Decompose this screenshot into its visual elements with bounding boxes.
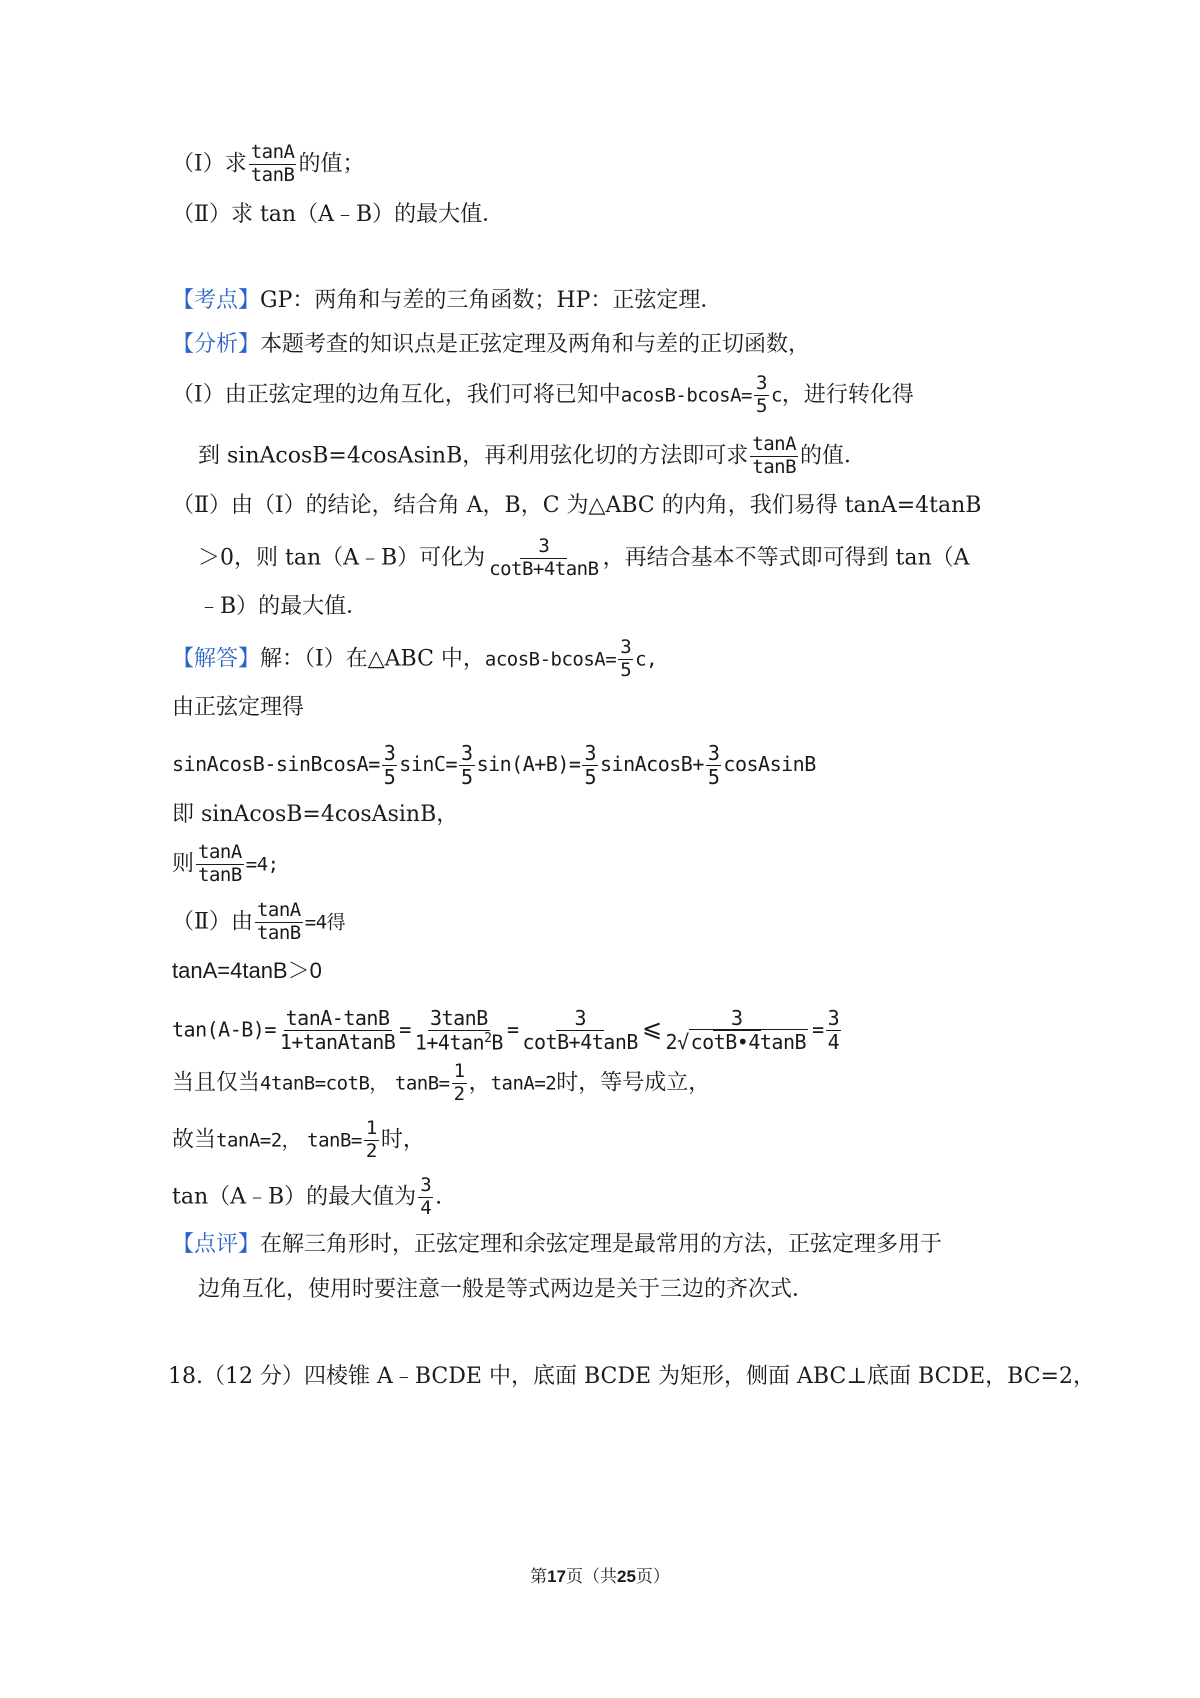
fraction-denominator: 5 [620,658,632,681]
fraction [364,1119,379,1162]
footer-text: 页） [635,1567,670,1587]
fraction [278,1008,397,1053]
fraction [249,143,297,186]
fraction [459,743,475,788]
denominator-text: 1+4tan [414,1030,485,1055]
fraction-numerator: 3 [827,1006,840,1031]
fraction-numerator: 3 [584,741,596,765]
kaodian-text: GP：两角和与差的三角函数；HP：正弦定理． [260,288,723,313]
page-footer [0,1562,1200,1587]
fx2-text: ＞0，则 tan（A﹣B）可化为 [198,545,486,571]
dianping-line2: 边角互化，使用时要注意一般是等式两边是关于三边的齐次式． [198,1277,815,1302]
fraction-denominator [664,1031,811,1053]
fraction-numerator: 3 [713,1008,761,1031]
fx1-suffix-2: 的值． [800,443,867,469]
radicand: cotB•4tanB [690,1030,807,1055]
fraction [382,743,398,788]
fraction-denominator: tanB [752,455,797,478]
fraction-denominator: 5 [755,394,767,417]
fraction-numerator: 3 [707,741,720,765]
fraction-numerator: 1 [365,1117,377,1139]
fraction-numerator: tanA-tanB [285,1006,390,1031]
p2-prefix: （Ⅱ）由 [172,909,253,935]
dangqie-math: tanA=2 [490,1072,557,1095]
final-prefix: tan（A﹣B）的最大值为 [172,1184,417,1210]
fraction-denominator: 4 [827,1030,840,1055]
dangqie-comma: ， [468,1070,491,1096]
part2-solution-line [172,901,345,944]
fenxi-text: 本题考查的知识点是正弦定理及两角和与差的正切函数， [260,332,811,357]
dianping-tag: 【点评】 [172,1232,261,1257]
le-sign: ⩽ [641,1014,662,1043]
fraction-denominator: 5 [584,765,596,789]
dangqie-suffix: 时，等号成立， [556,1070,711,1096]
fraction-denominator [413,1031,505,1054]
q1-suffix: 的值； [298,151,365,177]
dangqie-line [172,1062,710,1105]
jieda-text: 解：（Ⅰ）在△ABC 中， [260,646,485,672]
gudang-line [172,1119,425,1162]
eq1-part: sin(A+B)= [476,752,581,776]
fraction-denominator: 5 [383,765,396,789]
ji-line: 即 sinAcosB=4cosAsinB， [172,802,459,827]
fraction [618,638,633,681]
fraction [196,843,244,886]
eq1-part: sinAcosB+ [599,752,704,776]
fraction [487,537,600,580]
kaodian-tag: 【考点】 [172,288,261,313]
fx1-suffix: ，进行转化得 [781,382,914,408]
eq1-part: cosAsinB [723,752,816,776]
fraction-denominator: 5 [461,765,473,789]
fraction [582,743,598,788]
fraction [452,1062,467,1105]
fraction-numerator: 3tanB [430,1006,488,1030]
dangqie-math: tanB= [394,1072,450,1095]
dangqie-math: 4tanB=cotB， [260,1072,388,1095]
fenxi-part2-line3: ﹣B）的最大值． [198,594,369,619]
jieda-equation: acosB-bcosA= [484,648,617,671]
equation-1 [172,743,816,788]
dianping-line1 [172,1230,942,1260]
sqrt-icon: √ [677,1030,689,1055]
fraction-numerator: 3 [620,636,632,658]
fraction-denominator: 1+tanAtanB [279,1030,396,1055]
question-part-1 [172,143,364,186]
fraction-denominator: 5 [707,765,720,789]
fraction [521,1008,640,1053]
fx1-text-2: 到 sinAcosB=4cosAsinB，再利用弦化切的方法即可求 [198,443,749,469]
p2-suffix: =4得 [304,911,346,934]
fraction-denominator: tanB [250,163,295,186]
page-number: 17 [547,1567,566,1586]
fx1-equation: acosB-bcosA= [620,384,752,407]
gudang-prefix: 故当 [172,1127,217,1153]
fraction-denominator: 2 [453,1082,465,1105]
final-suffix: . [435,1184,443,1210]
gudang-suffix: 时， [380,1127,425,1153]
fraction-denominator: cotB+4tanB [489,557,599,580]
fenxi-part1-line2 [198,435,866,478]
fx1-text: （Ⅰ）由正弦定理的边角互化，我们可将已知中 [172,382,621,408]
fraction [706,743,722,788]
final-answer-line [172,1176,442,1219]
fx1-variable: c [770,384,782,407]
fraction-denominator: tanB [198,863,242,886]
fraction-numerator: 3 [420,1174,432,1196]
fx2-suffix: ，再结合基本不等式即可得到 tan（A [602,545,970,571]
footer-text: 页（共 [566,1567,617,1587]
fraction [750,435,798,478]
fenxi-tag: 【分析】 [172,332,261,357]
exponent: 2 [484,1031,492,1046]
tana-line: tanA=4tanB＞0 [172,958,322,983]
fenxi-part2-line1: （Ⅱ）由（Ⅰ）的结论，结合角 A，B，C 为△ABC 的内角，我们易得 tanA=4tanB [172,493,982,518]
gudang-math: tanB= [307,1129,362,1152]
fraction-denominator: 2 [365,1139,377,1162]
page-total: 25 [617,1567,636,1586]
denominator-text: B [491,1030,503,1055]
footer-text: 第 [530,1567,548,1587]
coefficient: 2 [665,1030,678,1055]
fraction-numerator: tanA [256,899,301,921]
fraction [664,1008,811,1053]
jieda-tag: 【解答】 [172,646,261,672]
jieda-suffix: c, [635,648,658,671]
zhengxian-line: 由正弦定理得 [172,695,305,720]
fraction-numerator: 1 [453,1060,465,1082]
fenxi-part1-line1 [172,374,914,417]
question-part-2: （Ⅱ）求 tan（A﹣B）的最大值． [172,202,505,227]
dianping-text: 在解三角形时，正弦定理和余弦定理是最常用的方法，正弦定理多用于 [260,1232,943,1257]
fraction [255,901,303,944]
fraction [418,1176,433,1219]
eq1-part: sinAcosB-sinBcosA= [172,752,380,776]
fraction-denominator: 4 [420,1196,432,1219]
fraction [826,1008,842,1053]
gudang-math: tanA=2， [216,1129,301,1152]
kaodian-line [172,286,722,316]
fraction-numerator: tanA [752,433,797,455]
fraction-numerator: 3 [556,1008,604,1031]
ze-prefix: 则 [172,851,195,877]
fraction [754,374,769,417]
fraction-numerator: tanA [198,841,242,863]
fenxi-line [172,330,810,360]
fraction-numerator: 3 [755,372,767,394]
eq2-lhs: tan(A-B)= [172,1017,276,1042]
ze-suffix: =4; [245,853,279,876]
q1-prefix: （Ⅰ）求 [172,151,247,177]
ze-line [172,843,279,886]
dangqie-prefix: 当且仅当 [172,1070,261,1096]
fraction [413,1008,505,1054]
fenxi-part2-line2 [198,537,970,580]
fraction-denominator: tanB [256,921,301,944]
fraction-numerator: 3 [520,537,567,559]
fraction-denominator: cotB+4tanB [522,1030,638,1055]
equation-2: tan(A-B)= $\frac{\tan A-\tan B}{\text{1+tanAtanB}}$ = $\frac{3\tan B}{1+4\tan^2B}$ = $\frac{3}{\cot B+4\tan B}$ ⩽ $\frac{3}{2√ \cot B•4\tan B}$ = $\frac{3}{4}$ [172,1006,840,1055]
fraction-numerator: 3 [461,741,473,765]
fraction-numerator: tanA [250,141,295,163]
jieda-line [172,638,657,681]
eq1-part: sinC= [399,752,458,776]
question-18: 18.（12 分）四棱锥 A﹣BCDE 中，底面 BCDE 为矩形，侧面 ABC⊥底面 BCDE，BC=2， [168,1364,1095,1389]
fraction-numerator: 3 [383,741,396,765]
